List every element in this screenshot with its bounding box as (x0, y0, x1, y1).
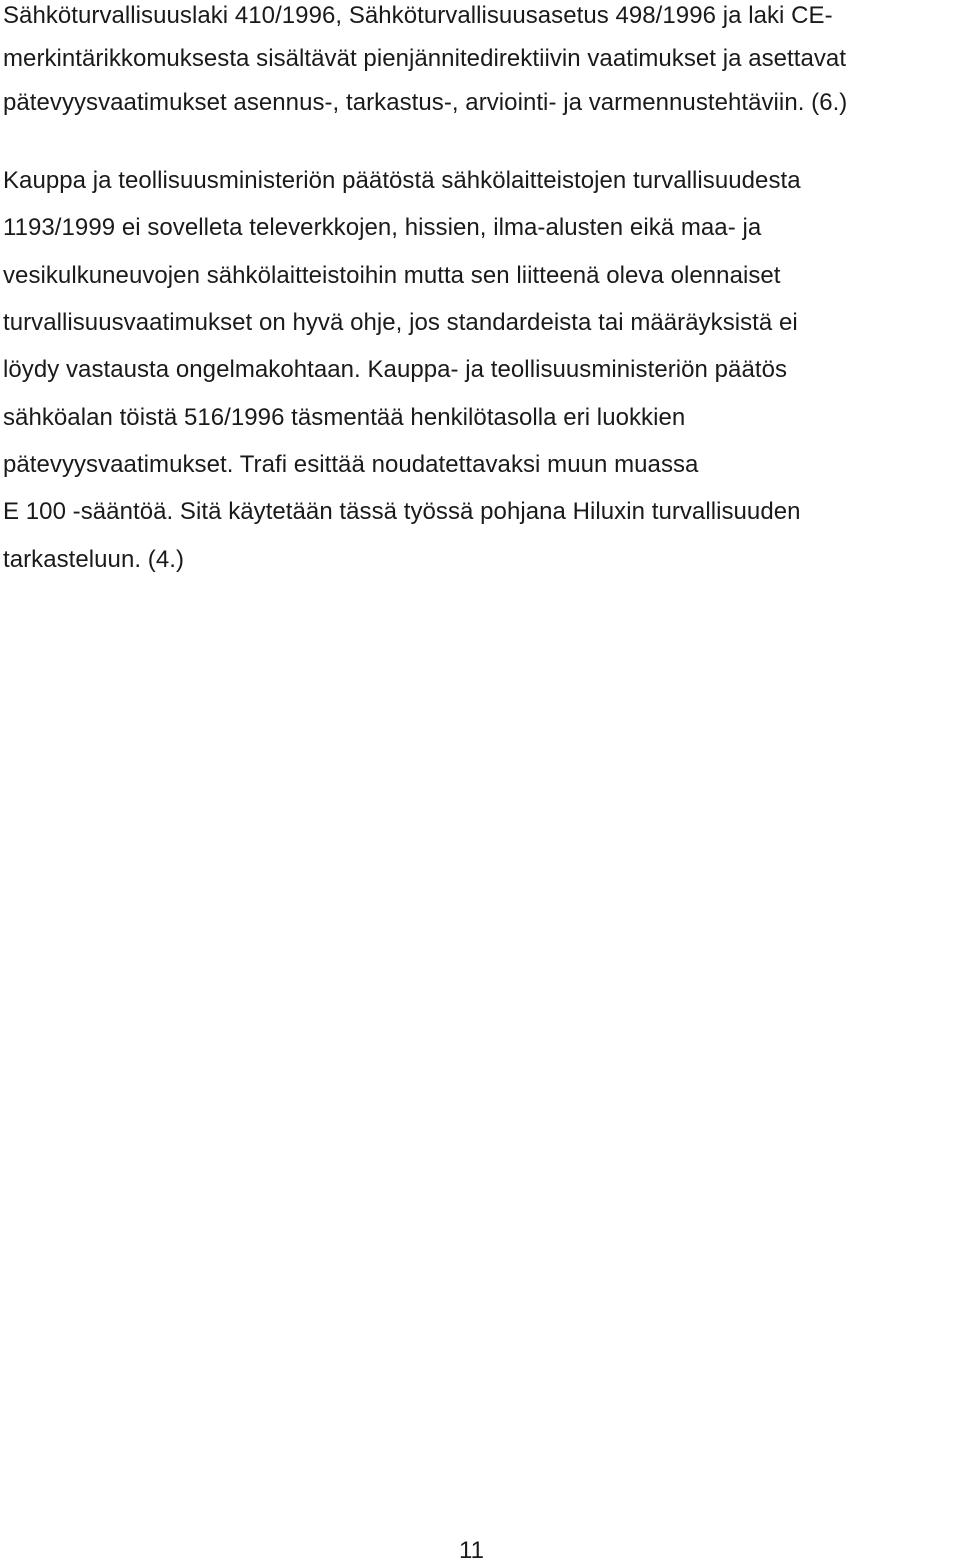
text-line: vesikulkuneuvojen sähkölaitteistoihin mutta sen liitteenä oleva olennaiset (3, 262, 781, 289)
text-line: E 100 -sääntöä. Sitä käytetään tässä työssä pohjana Hiluxin turvallisuuden (3, 498, 801, 525)
text-line: turvallisuusvaatimukset on hyvä ohje, jos standardeista tai määräyksistä ei (3, 309, 798, 336)
text-line: tarkasteluun. (4.) (3, 546, 184, 573)
text-line: pätevyysvaatimukset. Trafi esittää noudatettavaksi muun muassa (3, 451, 699, 478)
text-line: 1193/1999 ei sovelleta televerkkojen, hissien, ilma-alusten eikä maa- ja (3, 214, 762, 241)
text-line: sähköalan töistä 516/1996 täsmentää henkilötasolla eri luokkien (3, 404, 686, 431)
text-line: löydy vastausta ongelmakohtaan. Kauppa- ja teollisuusministeriön päätös (3, 356, 788, 383)
text-line: pätevyysvaatimukset asennus-, tarkastus-, arviointi- ja varmennustehtäviin. (6.) (3, 89, 848, 116)
text-line: Sähköturvallisuuslaki 410/1996, Sähköturvallisuusasetus 498/1996 ja laki CE- (3, 2, 833, 29)
page-number: 11 (459, 1537, 484, 1564)
text-line: merkintärikkomuksesta sisältävät pienjännitedirektiivin vaatimukset ja asettavat (3, 45, 847, 72)
text-line: Kauppa ja teollisuusministeriön päätöstä sähkölaitteistojen turvallisuudesta (3, 167, 801, 194)
